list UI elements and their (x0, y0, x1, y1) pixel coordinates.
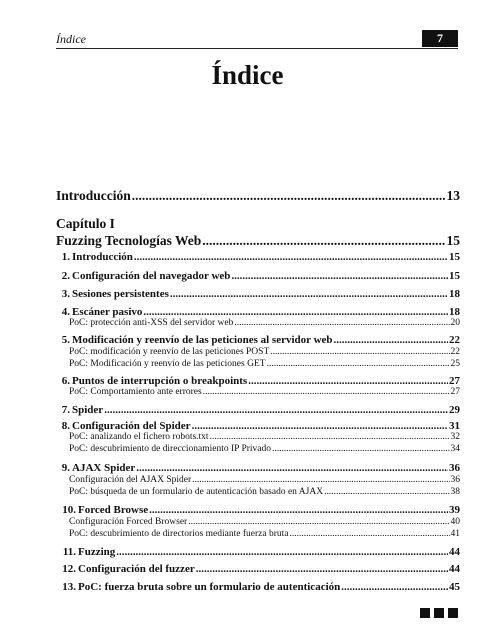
toc-leader-dots (132, 188, 446, 204)
toc-entry-page: 29 (449, 404, 460, 416)
toc-entry-text: PoC: descubrimiento de directorios mediante fuerza bruta (69, 529, 289, 539)
toc-entry-page: 22 (450, 347, 460, 357)
toc-entry-text: PoC: búsqueda de un formulario de autenticación basado en AJAX (69, 487, 324, 497)
toc-leader-dots (188, 517, 449, 527)
toc-entry-number: 2. (61, 270, 70, 282)
toc-leader-dots (116, 546, 448, 558)
toc-leader-dots (203, 387, 450, 397)
toc-entry-number: 7. (61, 404, 70, 416)
toc-entry-number: 3. (61, 288, 70, 300)
toc-leader-dots (267, 359, 450, 369)
toc-entry-text: PoC: fuerza bruta sobre un formulario de autenticación (78, 581, 341, 593)
toc-entry[interactable] (56, 251, 460, 263)
toc-entry[interactable] (56, 404, 460, 416)
toc-entry[interactable] (56, 306, 460, 318)
toc-entry-text: PoC: Comportamiento ante errores (69, 387, 202, 397)
toc-entry-title (56, 404, 103, 416)
toc-entry-page: 15 (449, 270, 460, 282)
toc-entry-text: Fuzzing Tecnologías Web (56, 233, 202, 248)
toc-entry-title (56, 581, 340, 593)
toc-entry-title (56, 318, 233, 328)
toc-entry-text: Modificación y reenvío de las peticiones al servidor web (72, 334, 333, 346)
toc-leader-dots (104, 404, 448, 416)
toc-leader-dots (234, 318, 449, 328)
toc-entry-title (56, 487, 323, 497)
toc-entry-number: 10. (62, 504, 76, 516)
toc-entry-page: 38 (450, 487, 460, 497)
toc-entry[interactable] (56, 318, 460, 328)
toc-entry[interactable] (56, 334, 460, 346)
toc-entry-text: PoC: protección anti-XSS del servidor web (69, 318, 234, 328)
toc-entry-text: Configuración del AJAX Spider (69, 475, 192, 485)
toc-entry-title (56, 504, 148, 516)
toc-entry-title (56, 563, 195, 575)
toc-leader-dots (272, 444, 449, 454)
chapter-label: Capítulo I (56, 216, 115, 231)
toc-entry-page: 39 (449, 504, 460, 516)
toc-leader-dots (270, 347, 449, 357)
toc-entry-text: Forced Browse (78, 504, 149, 516)
toc-entry-title (56, 462, 135, 474)
toc-entry-number: 11. (62, 546, 76, 558)
toc-entry[interactable] (56, 487, 460, 497)
end-square-1 (420, 608, 430, 618)
toc-leader-dots (231, 270, 448, 282)
toc-entry[interactable] (56, 563, 460, 575)
toc-entry-page: 44 (449, 563, 460, 575)
toc-entry-title (56, 475, 191, 485)
toc-entry-title (56, 334, 333, 346)
header-title: Índice (56, 32, 86, 46)
toc-leader-dots (134, 251, 448, 263)
toc-entry-title (56, 270, 230, 282)
toc-entry-page: 36 (450, 475, 460, 485)
toc-entry[interactable] (56, 517, 460, 527)
toc-entry[interactable] (56, 504, 460, 516)
toc-entry-title (56, 432, 209, 442)
toc-entry-text: PoC: Modificación y reenvío de las peticiones GET (69, 359, 266, 369)
toc-leader-dots (248, 375, 448, 387)
toc-entry[interactable] (56, 387, 460, 397)
end-square-2 (434, 608, 444, 618)
toc-entry-title (56, 517, 187, 527)
toc-entry-title (56, 233, 201, 249)
toc-entry-text: PoC: modificación y reenvío de las peticiones POST (69, 347, 270, 357)
toc-entry-text: Introducción (72, 251, 133, 263)
toc-leader-dots (192, 420, 448, 432)
header-rule (56, 48, 458, 49)
toc-leader-dots (210, 432, 450, 442)
toc-entry-number: 8. (61, 420, 70, 432)
toc-entry-page: 45 (449, 581, 460, 593)
toc-entry-page: 27 (450, 387, 460, 397)
toc-leader-dots (196, 563, 448, 575)
toc-entry-text: PoC: descubrimiento de direccionamiento IP Privado (69, 444, 272, 454)
toc-entry[interactable] (56, 546, 460, 558)
toc-entry-title (56, 387, 202, 397)
toc-entry-page: 27 (449, 375, 460, 387)
toc-entry-title (56, 546, 115, 558)
toc-entry[interactable] (56, 375, 460, 387)
page-header (56, 30, 458, 50)
toc-entry-page: 15 (449, 251, 460, 263)
toc-entry-number: 9. (61, 462, 70, 474)
toc-leader-dots (149, 504, 448, 516)
toc-entry-title (56, 359, 266, 369)
toc-entry-page: 34 (450, 444, 460, 454)
toc-entry-number: 1. (61, 251, 70, 263)
toc-entry-page: 15 (446, 233, 460, 248)
toc-entry-page: 13 (446, 188, 460, 203)
toc-entry-page: 40 (450, 517, 460, 527)
toc-entry[interactable] (56, 359, 460, 369)
toc-entry-page: 22 (449, 334, 460, 346)
toc-entry-text: Sesiones persistentes (72, 288, 169, 300)
toc-entry-title (56, 375, 247, 387)
toc-entry-page: 41 (450, 529, 460, 539)
toc-entry-title (56, 420, 191, 432)
toc-entry-number: 6. (61, 375, 70, 387)
toc-entry[interactable] (56, 270, 460, 282)
toc-entry-text: AJAX Spider (72, 462, 136, 474)
toc-entry-text: Puntos de interrupción o breakpoints (72, 375, 248, 387)
toc-leader-dots (192, 475, 449, 485)
toc-leader-dots (289, 529, 449, 539)
toc-entry[interactable] (56, 432, 460, 442)
toc-entry-page: 36 (449, 462, 460, 474)
toc-leader-dots (136, 462, 448, 474)
toc-entry-page: 31 (449, 420, 460, 432)
page-number-badge: 7 (422, 30, 458, 47)
toc-entry-title (56, 306, 142, 318)
toc-entry-title (56, 347, 269, 357)
toc-leader-dots (334, 334, 448, 346)
toc-entry-page: 32 (450, 432, 460, 442)
toc-entry-text: Spider (72, 404, 104, 416)
toc-entry[interactable] (56, 347, 460, 357)
toc-entry-page: 44 (449, 546, 460, 558)
toc-entry-title (56, 188, 131, 204)
toc-entry-text: PoC: analizando el fichero robots.txt (69, 432, 209, 442)
toc-entry[interactable] (56, 420, 460, 432)
toc-entry[interactable] (56, 444, 460, 454)
toc-entry-page: 18 (449, 306, 460, 318)
toc-entry-text: Fuzzing (78, 546, 116, 558)
toc-entry[interactable] (56, 529, 460, 539)
toc-entry[interactable] (56, 288, 460, 300)
toc-entry-number: 4. (61, 306, 70, 318)
toc-entry[interactable] (56, 188, 460, 204)
toc-entry-text: Configuración del Spider (72, 420, 191, 432)
toc-entry[interactable] (56, 462, 460, 474)
toc-entry-number: 12. (62, 563, 76, 575)
toc-entry-text: Introducción (56, 188, 131, 203)
toc-entry-text: Escáner pasivo (72, 306, 143, 318)
toc-entry-title (56, 444, 271, 454)
toc-entry-title (56, 251, 133, 263)
toc-entry[interactable] (56, 581, 460, 593)
toc-entry-number: 5. (61, 334, 70, 346)
end-square-3 (448, 608, 458, 618)
toc-entry[interactable] (56, 475, 460, 485)
toc-entry-text: Configuración del fuzzer (78, 563, 195, 575)
toc-entry[interactable] (56, 233, 460, 249)
toc-leader-dots (143, 306, 448, 318)
toc-entry-text: Configuración del navegador web (72, 270, 231, 282)
toc-entry-title (56, 529, 288, 539)
toc-leader-dots (202, 233, 445, 249)
toc-entry-page: 25 (450, 359, 460, 369)
toc-leader-dots (170, 288, 448, 300)
toc-entry-text: Configuración Forced Browser (69, 517, 188, 527)
toc-leader-dots (341, 581, 448, 593)
toc-entry-page: 18 (449, 288, 460, 300)
toc-leader-dots (324, 487, 449, 497)
toc-entry-number: 13. (62, 581, 76, 593)
toc-entry-title (56, 288, 169, 300)
page-title: Índice (211, 60, 284, 90)
toc-entry-page: 20 (450, 318, 460, 328)
